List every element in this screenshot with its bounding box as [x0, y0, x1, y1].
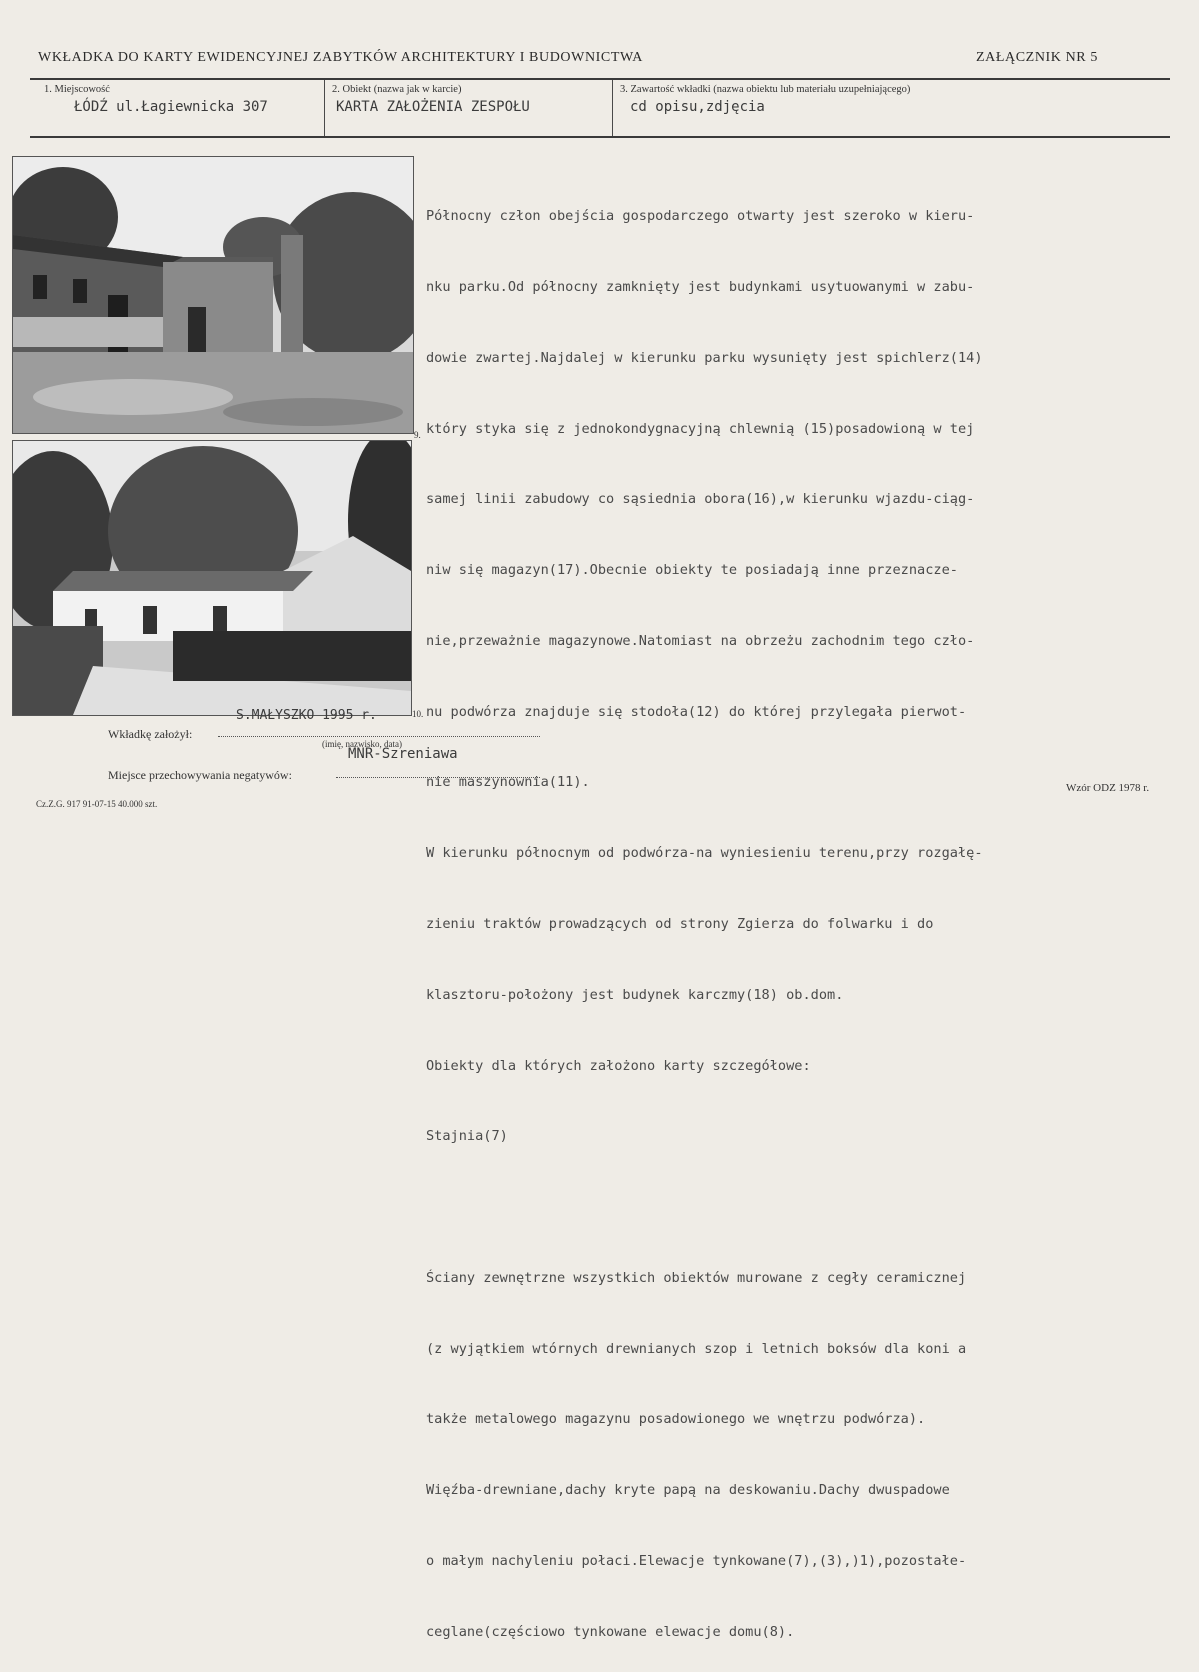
photo-farm-buildings — [12, 156, 414, 434]
field-divider — [324, 80, 325, 136]
object-value: KARTA ZAŁOŻENIA ZESPOŁU — [336, 99, 530, 115]
description-line: ceglane(częściowo tynkowane elewacje domu(8). — [426, 1623, 795, 1640]
created-by-value: S.MAŁYSZKO 1995 r. — [236, 708, 377, 723]
description-line: Północny człon obejścia gospodarczego otwarty jest szeroko w kieru- — [426, 208, 975, 225]
created-by-line — [218, 736, 540, 737]
description-line — [426, 1196, 1146, 1220]
contents-value: cd opisu,zdjęcia — [630, 99, 765, 115]
annex-number: ZAŁĄCZNIK NR 5 — [976, 50, 1098, 65]
negatives-label: Miejsce przechowywania negatywów: — [108, 768, 292, 782]
contents-label: 3. Zawartość wkładki (nazwa obiektu lub materiału uzupełniającego) — [620, 84, 911, 95]
description-line: nku parku.Od północny zamknięty jest budynkami usytuowanymi w zabu- — [426, 278, 975, 295]
description-line: zieniu traktów prowadzących od strony Zgierza do folwarku i do — [426, 916, 934, 932]
description-text — [426, 158, 1146, 1672]
photo-inn-house — [12, 440, 412, 716]
description-line: Obiekty dla których założono karty szczegółowe: — [426, 1057, 811, 1074]
header-rule-top — [30, 78, 1170, 80]
photo-number: 10. — [412, 709, 424, 719]
negatives-value: MNR-Szreniawa — [348, 746, 458, 762]
description-line: Stajnia(7) — [426, 1128, 508, 1145]
description-line: który styka się z jednokondygnacyjną chlewnią (15)posadowioną w tej — [426, 420, 975, 437]
form-info: Wzór ODZ 1978 r. — [1066, 782, 1150, 794]
locality-value: ŁÓDŹ ul.Łagiewnicka 307 — [74, 99, 268, 115]
negatives-line — [336, 777, 540, 778]
description-line: nu podwórza znajduje się stodoła(12) do której przylegała pierwot- — [426, 703, 967, 720]
locality-label: 1. Miejscowość — [44, 84, 110, 95]
description-line: Więźba-drewniane,dachy kryte papą na deskowaniu.Dachy dwuspadowe — [426, 1482, 950, 1499]
description-line: Ściany zewnętrzne wszystkich obiektów murowane z cegły ceramicznej — [426, 1269, 967, 1286]
created-by-label: Wkładkę założył: — [108, 727, 193, 741]
form-title: WKŁADKA DO KARTY EWIDENCYJNEJ ZABYTKÓW ARCHITEKTURY I BUDOWNICTWA — [38, 50, 643, 65]
description-line: W kierunku północnym od podwórza-na wyniesieniu terenu,przy rozgałę- — [426, 845, 983, 862]
description-line: nie maszynownia(11). — [426, 774, 590, 791]
description-line: niw się magazyn(17).Obecnie obiekty te posiadają inne przeznacze- — [426, 562, 958, 579]
header-rule-bottom — [30, 136, 1170, 138]
description-line: samej linii zabudowy co sąsiednia obora(16),w kierunku wjazdu-ciąg- — [426, 491, 975, 508]
created-by-caption: (imię, nazwisko, data) — [322, 739, 402, 749]
description-line: także metalowego magazynu posadowionego we wnętrzu podwórza). — [426, 1411, 926, 1428]
description-line: o małym nachyleniu połaci.Elewacje tynkowane(7),(3),)1),pozostałe- — [426, 1553, 967, 1570]
description-line: klasztoru-położony jest budynek karczmy(18) ob.dom. — [426, 986, 844, 1003]
print-info: Cz.Z.G. 917 91-07-15 40.000 szt. — [36, 799, 158, 809]
object-label: 2. Obiekt (nazwa jak w karcie) — [332, 84, 462, 95]
description-line: (z wyjątkiem wtórnych drewnianych szop i letnich boksów dla koni a — [426, 1340, 967, 1357]
photo-number: 9. — [414, 430, 421, 440]
field-divider — [612, 80, 613, 136]
description-line: dowie zwartej.Najdalej w kierunku parku wysunięty jest spichlerz(14) — [426, 349, 983, 366]
description-line: nie,przeważnie magazynowe.Natomiast na obrzeżu zachodnim tego czło- — [426, 632, 975, 649]
